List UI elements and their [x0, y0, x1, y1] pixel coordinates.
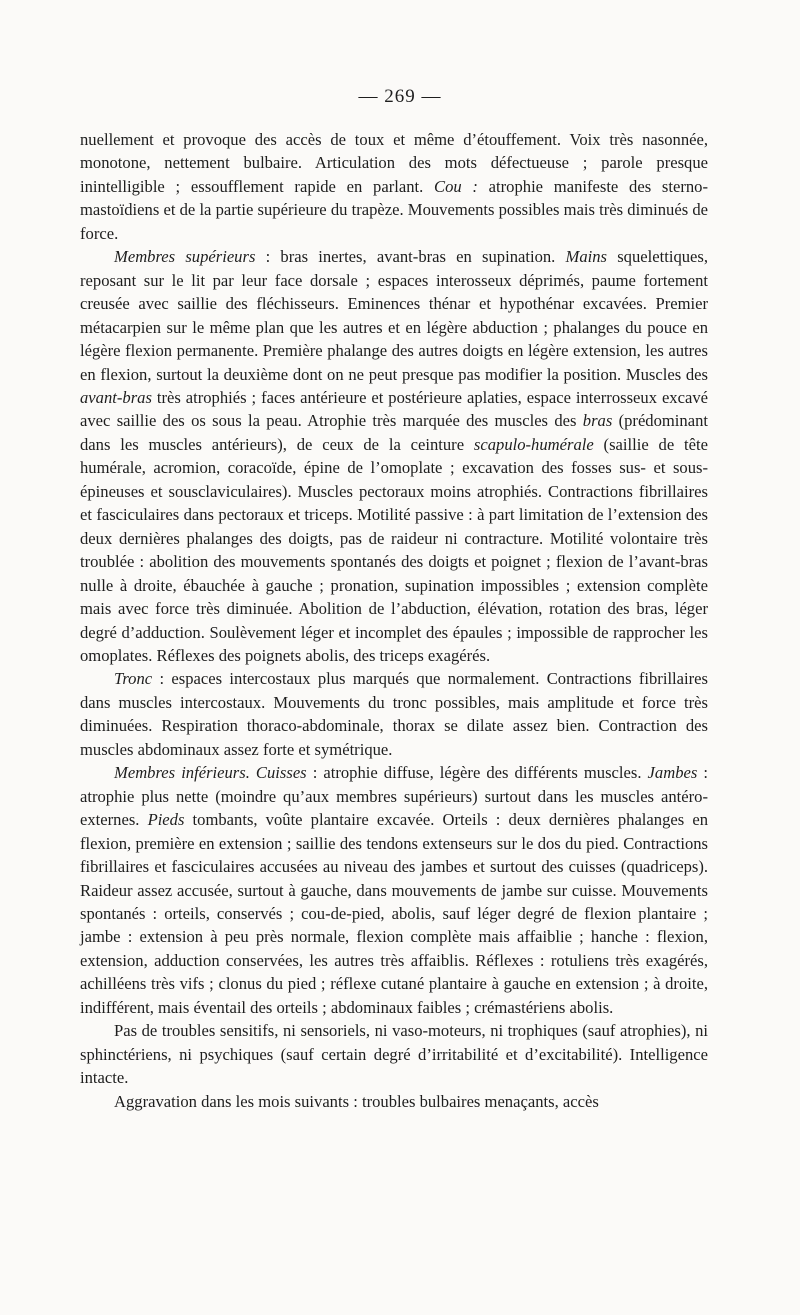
text-run: : bras inertes, avant-bras en supination.	[255, 247, 566, 267]
text-run: tombants, voûte plantaire excavée. Orteils : deux dernières phalanges en flexion, première en extension ; saillie des tendons extenseurs sur le dos du pied. Contractions fibrillaires et fasciculaires accusées au niveau des jambes et surtout des cuisses (quadriceps). Raideur assez accusée, surtout à gauche, dans mouvements de jambe sur cuisse. Mouvements spontanés : orteils, conservés ; cou-de-pied, abolis, sauf léger degré de flexion plantaire ; jambe : extension à peu près normale, flexion complète mais affaiblie ; hanche : flexion, extension, adduction conservées, les autres très affaiblis. Réflexes : rotuliens très exagérés, achilléens très vifs ; clonus du pied ; réflexe cutané plantaire à gauche en extension ; à droite, indifférent, mais éventail des orteils ; abdominaux faibles ; crémastériens abolis.	[80, 810, 708, 1017]
italic-term: Tronc	[114, 669, 153, 689]
paragraph	[80, 1019, 708, 1089]
italic-term: scapulo-humérale	[473, 434, 594, 454]
paragraph	[80, 245, 708, 667]
italic-term: bras	[582, 411, 613, 431]
body-text	[80, 128, 708, 1113]
text-run: (saillie de tête humérale, acromion, coracoïde, épine de l’omoplate ; excavation des fosses sus- et sous-épineuses et sousclaviculaires). Muscles pectoraux moins atrophiés. Contractions fibrillaires et fasciculaires dans pectoraux et triceps. Motilité passive : à part limitation de l’extension des deux dernières phalanges des doigts, pas de raideur ni contracture. Motilité volontaire très troublée : abolition des mouvements spontanés des doigts et poignet ; flexion de l’avant-bras nulle à droite, ébauchée à gauche ; pronation, supination impossibles ; extension complète mais avec force très diminuée. Abolition de l’abduction, élévation, rotation des bras, léger degré d’adduction. Soulèvement léger et incomplet des épaules ; impossible de rapprocher les omoplates. Réflexes des poignets abolis, des triceps exagérés.	[80, 434, 708, 665]
italic-term: Pieds	[147, 810, 185, 830]
text-run: squelettiques, reposant sur le lit par leur face dorsale ; espaces interosseux déprimés, paume fortement creusée avec saillie des fléchisseurs. Eminences thénar et hypothénar excavées. Premier métacarpien sur le même plan que les autres et en légère abduction ; phalanges du pouce en légère flexion permanente. Première phalange des autres doigts en légère extension, les autres en flexion, surtout la deuxième dont on ne peut presque pas modifier la position. Muscles des	[80, 247, 709, 384]
text-run: très atrophiés ; faces antérieure et postérieure aplaties, espace interrosseux excavé avec saillie des os sous la peau. Atrophie très marquée des muscles des	[80, 387, 708, 431]
italic-term: Mains	[565, 247, 608, 267]
italic-term: Membres inférieurs. Cuisses	[114, 763, 307, 783]
text-run: Aggravation dans les mois suivants : troubles bulbaires menaçants, accès	[114, 1091, 599, 1111]
italic-term: Cou :	[434, 176, 478, 196]
italic-term: avant-bras	[80, 387, 152, 407]
text-run: (prédominant dans les muscles antérieurs), de ceux de la ceinture	[80, 411, 708, 454]
text-run: atrophie manifeste des sterno-mastoïdiens et de la partie supérieure du trapèze. Mouvements possibles mais très diminués de force.	[80, 176, 708, 243]
paragraph	[80, 1090, 708, 1113]
paragraph	[80, 761, 708, 1019]
italic-term: Jambes	[647, 763, 698, 783]
text-run: : atrophie diffuse, légère des différents muscles.	[306, 763, 648, 783]
text-run: Pas de troubles sensitifs, ni sensoriels, ni vaso-moteurs, ni trophiques (sauf atrophies), ni sphinctériens, ni psychiques (sauf certain degré d’irritabilité et d’excitabilité). Intelligence intacte.	[80, 1021, 708, 1088]
italic-term: Membres supérieurs	[114, 247, 256, 267]
text-run: : espaces intercostaux plus marqués que normalement. Contractions fibrillaires dans muscles intercostaux. Mouvements du tronc possibles, mais amplitude et force très diminuées. Respiration thoraco-abdominale, thorax se dilate assez bien. Contraction des muscles abdominaux assez forte et symétrique.	[80, 669, 708, 759]
paragraph	[80, 667, 708, 761]
text-run: : atrophie plus nette (moindre qu’aux membres supérieurs) surtout dans les muscles antéro-externes.	[80, 763, 708, 830]
text-run: nuellement et provoque des accès de toux et même d’étouffement. Voix très nasonnée, monotone, nettement bulbaire. Articulation des mots défectueuse ; parole presque inintelligible ; essoufflement rapide en parlant.	[80, 130, 708, 196]
paragraph	[80, 128, 708, 245]
page-number: — 269 —	[358, 86, 442, 107]
